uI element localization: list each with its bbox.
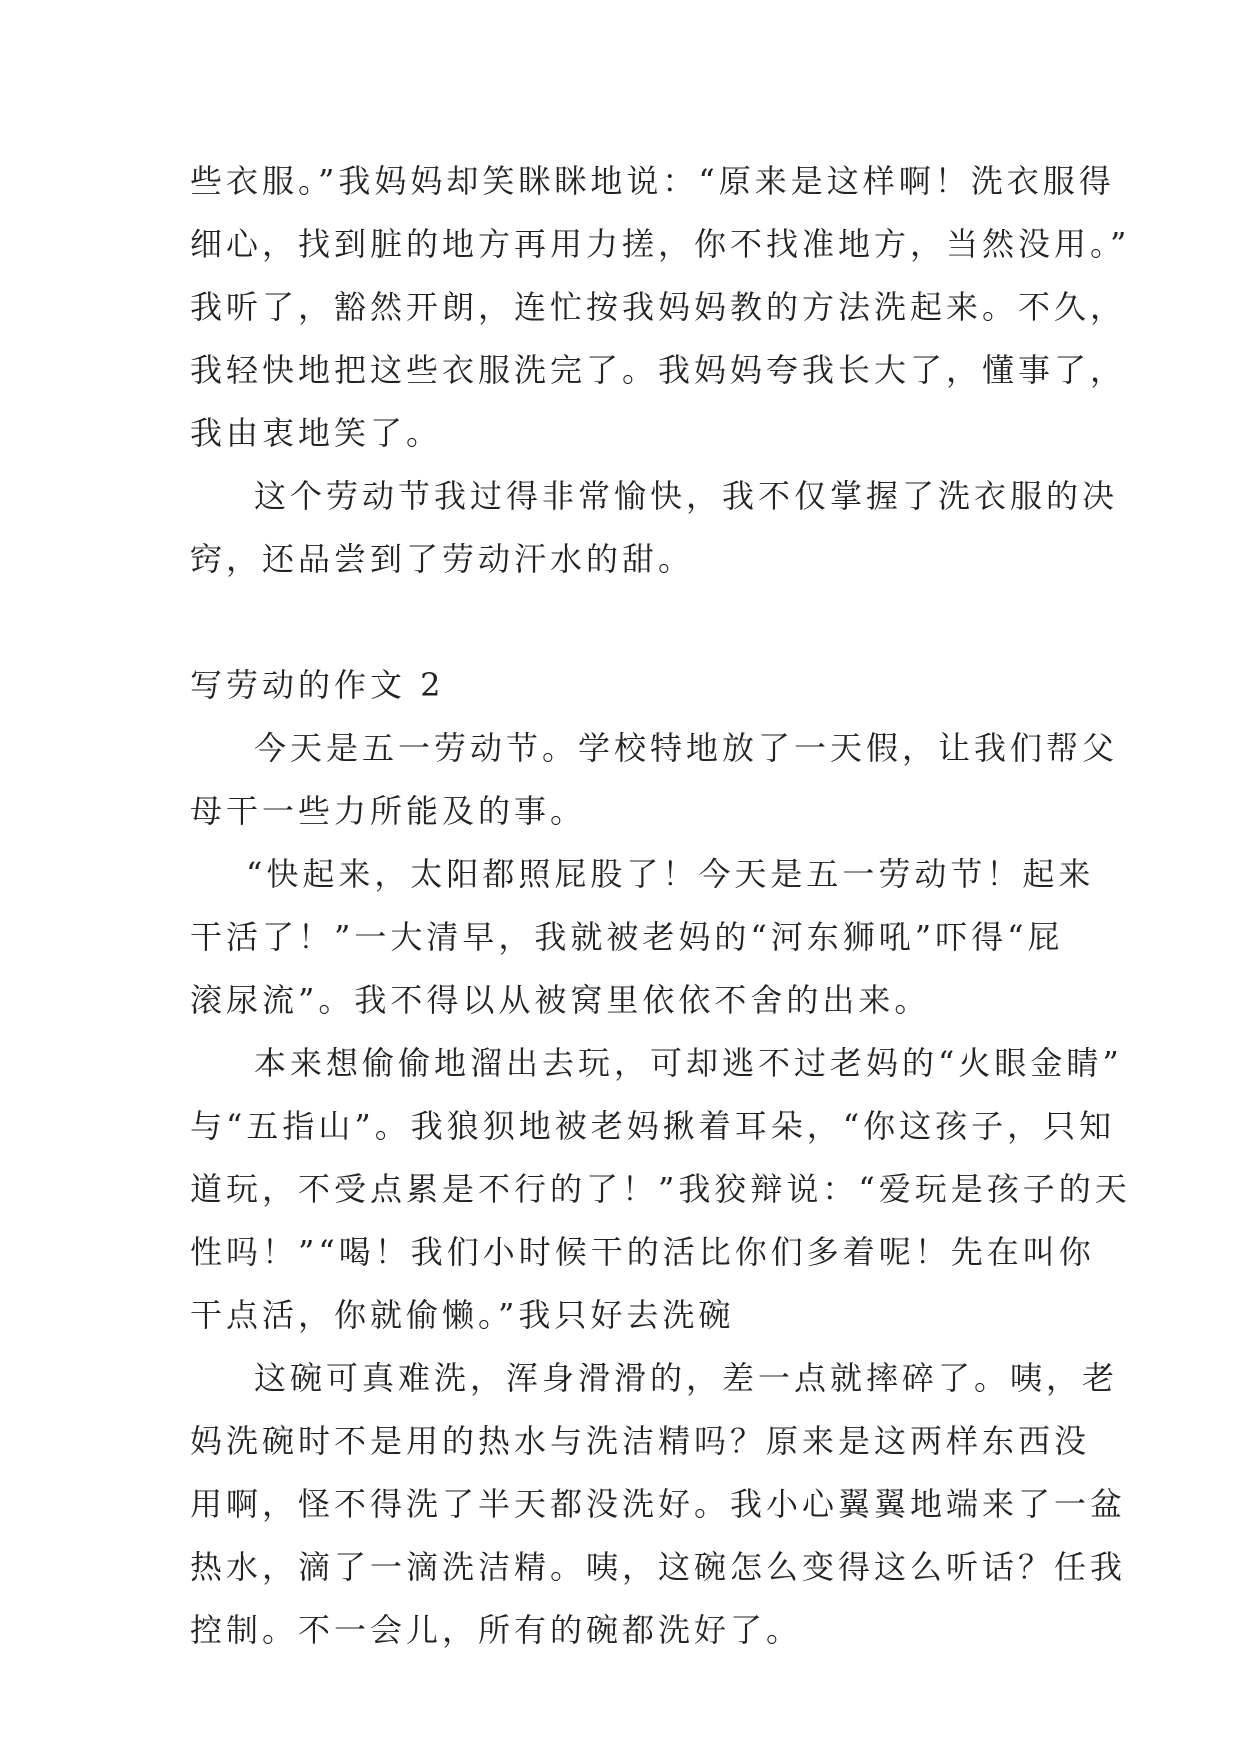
text-line: 本来想偷偷地溜出去玩，可却逃不过老妈的“火眼金睛” <box>254 1044 1123 1082</box>
paragraph-intro <box>190 717 1119 843</box>
text-line: 与“五指山”。我狼狈地被老妈揪着耳朵，“你这孩子，只知 <box>190 1107 1116 1145</box>
paragraph-conclusion <box>190 465 1119 591</box>
text-line: 热水，滴了一滴洗洁精。咦，这碗怎么变得这么听话？任我 <box>190 1548 1127 1586</box>
text-line: 性吗！”“喝！我们小时候干的活比你们多着呢！先在叫你 <box>190 1233 1095 1271</box>
paragraph-washing-clothes-ending <box>190 150 1131 465</box>
text-line: 这个劳动节我过得非常愉快，我不仅掌握了洗衣服的决 <box>254 477 1119 515</box>
text-line: 道玩，不受点累是不行的了！”我狡辩说：“爱玩是孩子的天 <box>190 1170 1131 1208</box>
text-line: 细心，找到脏的地方再用力搓，你不找准地方，当然没用。” <box>190 225 1131 263</box>
text-line: 我轻快地把这些衣服洗完了。我妈妈夸我长大了，懂事了， <box>190 351 1127 389</box>
paragraph-washing-dishes <box>190 1347 1127 1662</box>
text-line: 母干一些力所能及的事。 <box>190 792 587 830</box>
text-line: 干点活，你就偷懒。”我只好去洗碗 <box>190 1296 735 1334</box>
text-line: 滚尿流”。我不得以从被窝里依依不舍的出来。 <box>190 981 931 1019</box>
text-line: 这碗可真难洗，浑身滑滑的，差一点就摔碎了。咦，老 <box>254 1359 1119 1397</box>
text-line: 用啊，怪不得洗了半天都没洗好。我小心翼翼地端来了一盆 <box>190 1485 1127 1523</box>
text-line: 我由衷地笑了。 <box>190 414 443 452</box>
essay-title: 写劳动的作文 2 <box>190 666 445 704</box>
text-line: “快起来，太阳都照屁股了！今天是五一劳动节！起来 <box>246 855 1095 893</box>
text-line: 干活了！”一大清早，我就被老妈的“河东狮吼”吓得“屁 <box>190 918 1064 956</box>
text-line: 窍，还品尝到了劳动汗水的甜。 <box>190 540 695 578</box>
text-line: 我听了，豁然开朗，连忙按我妈妈教的方法洗起来。不久， <box>190 288 1127 326</box>
paragraph-wake-up <box>190 843 1095 1032</box>
text-line: 今天是五一劳动节。学校特地放了一天假，让我们帮父 <box>254 729 1119 767</box>
text-line: 控制。不一会儿，所有的碗都洗好了。 <box>190 1611 803 1649</box>
paragraph-sneak-out <box>190 1032 1131 1347</box>
text-line: 些衣服。”我妈妈却笑眯眯地说：“原来是这样啊！洗衣服得 <box>190 162 1115 200</box>
text-line: 妈洗碗时不是用的热水与洗洁精吗？原来是这两样东西没 <box>190 1422 1091 1460</box>
document-body <box>190 150 1131 1662</box>
